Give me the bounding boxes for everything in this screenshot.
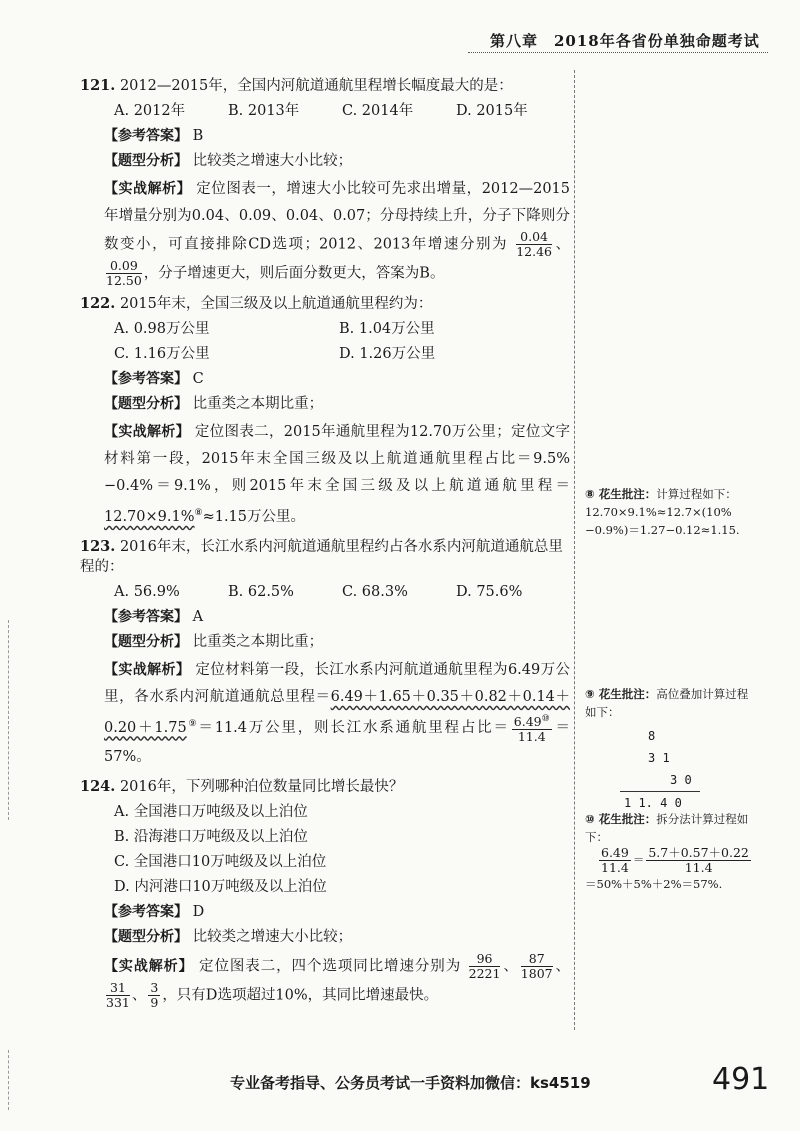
option-c: C. 全国港口10万吨级及以上泊位 <box>114 853 327 870</box>
solution-text-end: ，分子增速更大，则后面分数更大，答案为B。 <box>143 265 445 282</box>
type-label: 【题型分析】 <box>104 928 188 945</box>
fraction <box>516 230 552 259</box>
side-note-9 <box>585 685 755 721</box>
type-value: 比重类之本期比重； <box>192 396 324 412</box>
option-b: B. 沿海港口万吨级及以上泊位 <box>114 828 308 845</box>
question-122 <box>80 294 570 314</box>
binding-marks-bottom <box>8 1050 15 1110</box>
solution-121 <box>104 176 570 288</box>
option-d: D. 75.6% <box>456 583 523 600</box>
denominator: 11.4 <box>684 860 713 875</box>
option-a: A. 56.9% <box>114 583 180 600</box>
fraction <box>646 846 751 875</box>
numerator: 3 <box>150 979 159 995</box>
question-number: 123. <box>80 537 116 555</box>
denominator: 2221 <box>468 965 501 981</box>
numerator: 87 <box>521 952 553 967</box>
question-123 <box>80 537 570 577</box>
type-121 <box>104 151 570 171</box>
solution-text-end: ，只有D选项超过10%，其同比增速最快。 <box>162 987 439 1004</box>
numerator: 0.09 <box>106 259 142 274</box>
option-b: B. 1.04万公里 <box>339 321 435 337</box>
separator: 、 <box>554 958 571 975</box>
answer-value: B <box>192 128 204 144</box>
denominator: 12.46 <box>516 244 552 259</box>
option-a: A. 2012年 <box>114 103 186 119</box>
note-calculation: 12.70×9.1%≈12.7×(10%−0.9%)＝1.27−0.12≈1.15. <box>585 505 740 537</box>
type-123 <box>104 632 570 652</box>
solution-label: 【实战解析】 <box>104 958 194 975</box>
question-number: 124. <box>80 777 116 795</box>
answer-label: 【参考答案】 <box>104 128 188 144</box>
fraction <box>521 952 553 981</box>
answer-value: A <box>192 608 204 625</box>
note-text: 计算过程如下： <box>656 487 737 501</box>
calc-line: 3 1 <box>648 751 670 765</box>
option-b: B. 62.5% <box>228 583 294 600</box>
denominator: 11.4 <box>601 860 629 875</box>
note-label: ⑧ 花生批注： <box>585 487 657 501</box>
wavy-expression: 12.70×9.1% <box>104 508 195 525</box>
fraction <box>469 952 501 981</box>
solution-text-end: ＝57%。 <box>104 719 571 765</box>
page-number: 491 <box>712 1062 770 1097</box>
solution-text-end: ≈1.15万公里。 <box>202 508 306 525</box>
side-note-10 <box>585 810 755 893</box>
fraction <box>512 712 552 744</box>
type-value: 比较类之增速大小比较； <box>192 153 353 169</box>
stacked-addition <box>620 725 740 814</box>
question-number: 121. <box>80 77 116 94</box>
answer-value: C <box>192 371 204 387</box>
fraction <box>599 846 631 875</box>
note-marker: ⑧ <box>194 508 203 518</box>
note-marker: ⑨ <box>186 718 199 729</box>
numerator: 0.04 <box>516 230 552 245</box>
numerator <box>512 712 552 730</box>
numerator: 96 <box>469 952 501 967</box>
option-b: B. 2013年 <box>228 103 300 119</box>
numerator: 6.49 <box>601 845 629 860</box>
note-label: ⑨ 花生批注： <box>585 687 657 701</box>
option-d: D. 内河港口10万吨级及以上泊位 <box>114 878 327 895</box>
solution-text: 定位图表二，四个选项同比增速分别为 <box>199 958 462 975</box>
type-label: 【题型分析】 <box>104 153 188 169</box>
option-d: D. 2015年 <box>456 103 528 119</box>
note-text: 高位叠加计算过程如下： <box>585 687 749 719</box>
question-text: 2015年末，全国三级及以上航道通航里程约为： <box>119 296 433 312</box>
options-121 <box>114 101 570 121</box>
main-column <box>80 70 570 1010</box>
options-123 <box>114 582 570 602</box>
answer-124 <box>104 902 570 922</box>
denominator: 1807 <box>520 965 553 981</box>
type-122 <box>104 394 570 414</box>
answer-123 <box>104 607 570 627</box>
answer-121 <box>104 126 570 146</box>
numerator: 5.7＋0.57＋0.22 <box>648 845 749 860</box>
equals: ＝ <box>632 852 645 867</box>
fraction <box>148 981 160 1010</box>
note-label: ⑩ 花生批注： <box>585 812 657 826</box>
question-text: 2016年末，长江水系内河航道通航里程约占各水系内河航道通航总里程的： <box>80 538 563 575</box>
question-text: 2016年，下列哪种泊位数量同比增长最快？ <box>119 778 404 795</box>
solution-text: 定位材料第一段，长江水系内河航道通航里程为6.49万公里，各水系内河航道通航总里程＝ <box>104 661 570 705</box>
answer-label: 【参考答案】 <box>104 903 188 920</box>
options-124 <box>114 802 570 897</box>
fraction <box>106 259 142 288</box>
calc-line: 8 <box>648 729 656 743</box>
running-header: 第八章 2018年各省份单独命题考试 <box>490 32 760 50</box>
solution-label: 【实战解析】 <box>104 424 190 440</box>
option-a: A. 全国港口万吨级及以上泊位 <box>114 803 308 820</box>
type-value: 比较类之增速大小比较； <box>192 928 353 945</box>
option-a: A. 0.98万公里 <box>114 321 210 337</box>
separator: 、 <box>553 236 571 253</box>
answer-122 <box>104 369 570 389</box>
note-text: 拆分法计算过程如下： <box>585 812 749 844</box>
option-c: C. 68.3% <box>342 583 408 600</box>
type-124 <box>104 927 570 947</box>
question-121 <box>80 76 570 96</box>
numerator-value: 6.49 <box>513 713 542 729</box>
option-c: C. 1.16万公里 <box>114 346 210 362</box>
calc-line: 3 0 <box>670 773 692 787</box>
option-c: C. 2014年 <box>342 103 414 119</box>
note-marker: ⑩ <box>541 713 550 724</box>
denominator: 11.4 <box>517 728 546 744</box>
denominator: 9 <box>150 994 159 1010</box>
margin-divider <box>574 70 575 1030</box>
solution-text: 定位图表一，增速大小比较可先求出增量，2012—2015年增量分别为0.04、0.09、0.04、0.07；分母持续上升，分子下降则分数变小，可直接排除CD选项；2012、2013年增速分别为 <box>104 181 571 253</box>
numerator: 31 <box>106 981 130 996</box>
solution-123 <box>104 657 570 771</box>
side-note-8 <box>585 485 755 539</box>
footer-text: 专业备考指导、公务员考试一手资料加微信：ks4519 <box>230 1074 591 1092</box>
binding-marks <box>8 620 15 820</box>
fraction <box>106 981 130 1010</box>
note-result: ＝50%＋5%＋2%＝57%. <box>585 877 723 891</box>
options-122 <box>114 319 570 364</box>
separator: 、 <box>502 958 519 975</box>
header-divider <box>468 52 768 53</box>
wavy-expression: 6.49＋1.65＋0.35＋0.82＋0.14＋0.20＋1.75 <box>104 688 570 736</box>
denominator: 12.50 <box>106 273 142 288</box>
solution-text: 定位图表二，2015年通航里程为12.70万公里；定位文字材料第一段，2015年末全国三级及以上航道通航里程占比＝9.5%−0.4%＝9.1%，则2015年末全国三级及以上航道通航里程＝ <box>104 424 570 494</box>
type-label: 【题型分析】 <box>104 396 188 412</box>
option-d: D. 1.26万公里 <box>339 346 436 362</box>
solution-text-mid: ＝11.4万公里，则长江水系通航里程占比＝ <box>198 719 510 736</box>
answer-label: 【参考答案】 <box>104 371 188 387</box>
separator: 、 <box>131 987 147 1004</box>
answer-value: D <box>192 903 205 920</box>
question-124 <box>80 777 570 797</box>
question-text: 2012—2015年，全国内河航道通航里程增长幅度最大的是： <box>119 78 513 94</box>
answer-label: 【参考答案】 <box>104 608 188 625</box>
type-label: 【题型分析】 <box>104 633 188 650</box>
calc-line: 1 1. 4 0 <box>624 796 682 810</box>
question-number: 122. <box>80 295 116 312</box>
solution-label: 【实战解析】 <box>104 661 191 678</box>
solution-124 <box>104 952 570 1010</box>
solution-122 <box>104 419 570 531</box>
denominator: 331 <box>106 994 130 1010</box>
type-value: 比重类之本期比重； <box>192 633 324 650</box>
solution-label: 【实战解析】 <box>104 181 192 197</box>
